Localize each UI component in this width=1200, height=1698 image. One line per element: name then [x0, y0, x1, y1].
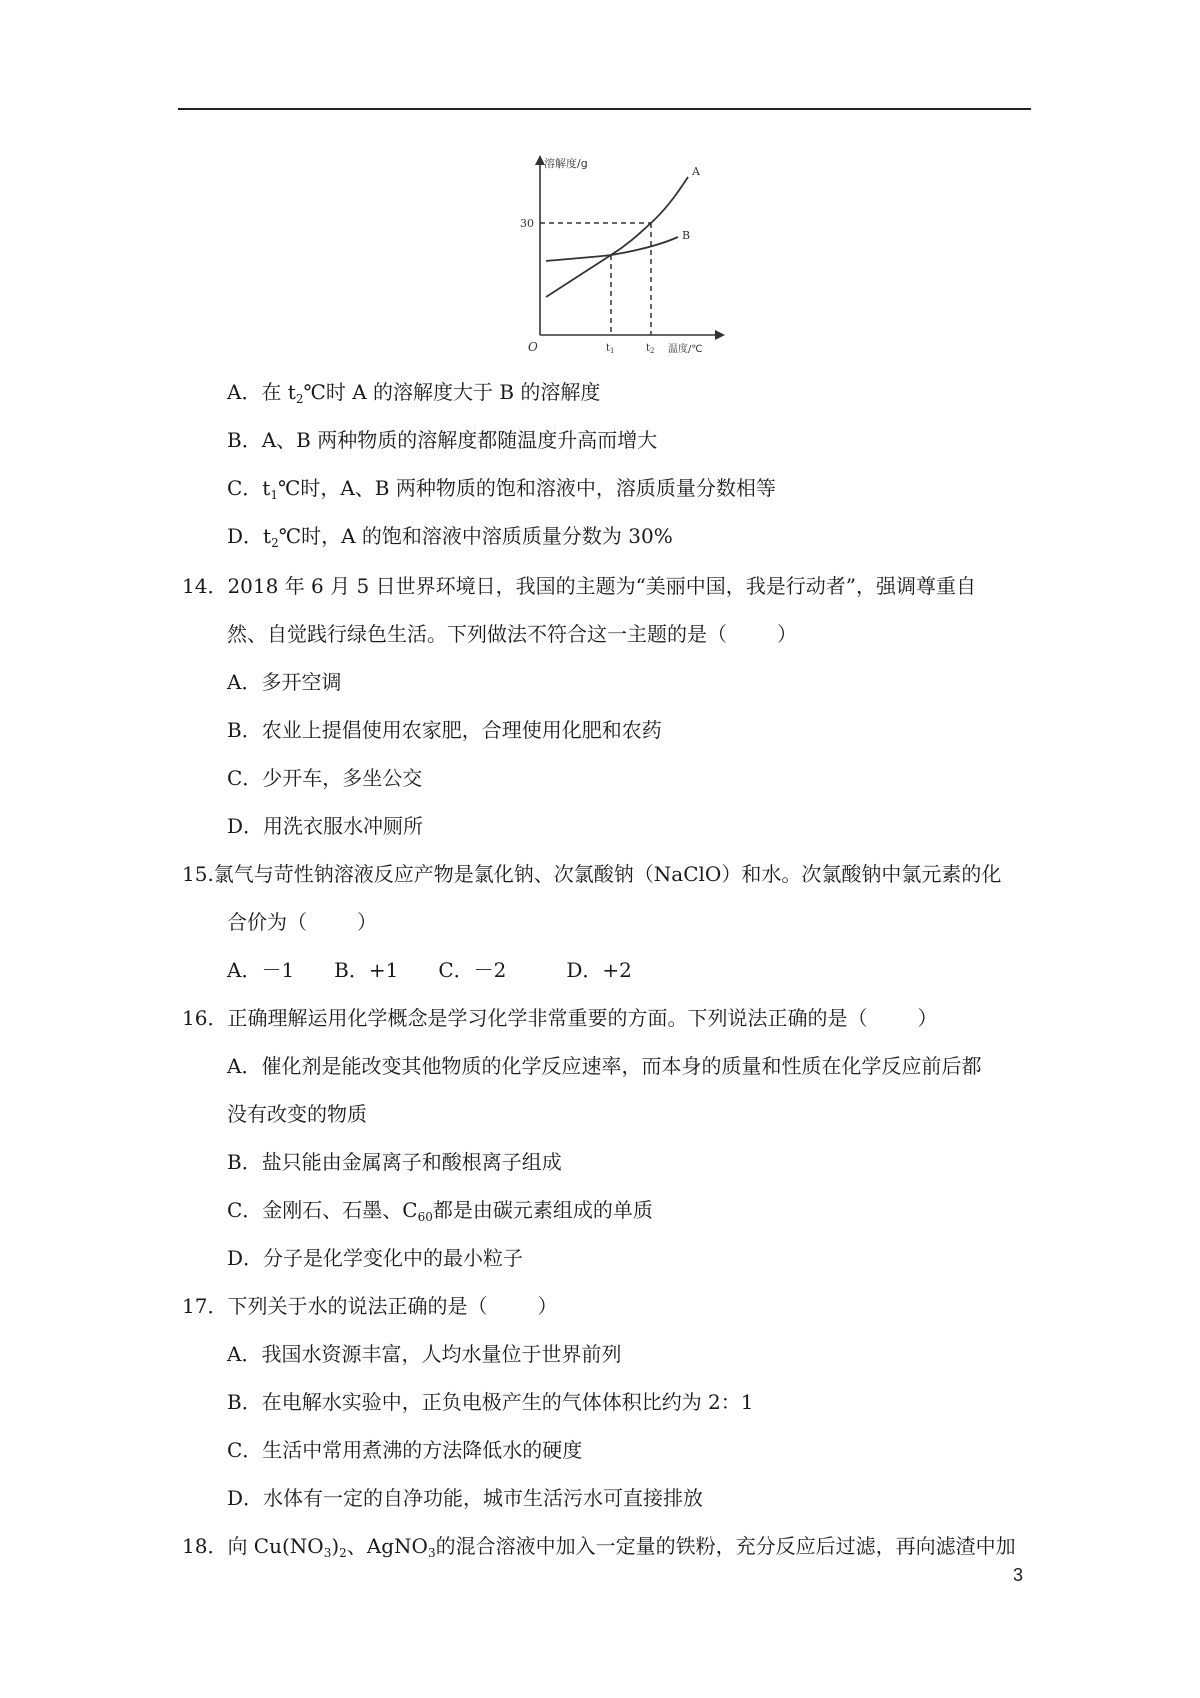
- curve-a-label: A: [692, 165, 700, 178]
- q13-option-a: A．在 $t_2℃$时 A 的溶解度大于 B 的溶解度: [227, 380, 601, 406]
- origin-label: O: [528, 340, 538, 354]
- q15-stem-line1: 15.氯气与苛性钠溶液反应产物是氯化钠、次氯酸钠（NaClO）和水。次氯酸钠中氯元素的化: [182, 862, 1002, 886]
- q16-stem: 16．正确理解运用化学概念是学习化学非常重要的方面。下列说法正确的是（ ）: [182, 1006, 938, 1030]
- q15-option-a: A．－1: [227, 958, 295, 982]
- q17-option-c: C．生活中常用煮沸的方法降低水的硬度: [227, 1438, 583, 1462]
- q16-option-d: D．分子是化学变化中的最小粒子: [227, 1246, 524, 1270]
- q15-options: [0, 956, 1200, 984]
- y-axis-label: 溶解度/g: [544, 157, 588, 170]
- x-axis-arrow: [715, 330, 725, 340]
- header-rule: [178, 108, 1031, 110]
- t2-label: $t_2$: [646, 343, 655, 355]
- q15-option-d: D．+2: [566, 958, 632, 982]
- q14-option-d: D．用洗衣服水冲厕所: [227, 814, 424, 838]
- t1-label: $t_1$: [606, 343, 615, 355]
- q14-option-c: C．少开车，多坐公交: [227, 766, 423, 790]
- q15-option-c: C．－2: [438, 958, 507, 982]
- q17-option-a: A．我国水资源丰富，人均水量位于世界前列: [227, 1342, 622, 1366]
- page-number: 3: [1013, 1565, 1024, 1585]
- q18-stem: 18．向 $Cu(NO_3)_2$、AgNO$_3$的混合溶液中加入一定量的铁粉，充分反应后过滤，再向滤渣中加: [182, 1534, 1016, 1560]
- q13-option-d: D．$t_2℃$时，A 的饱和溶液中溶质质量分数为 30%: [227, 524, 673, 550]
- curve-b: [546, 237, 678, 261]
- q17-option-b: B．在电解水实验中，正负电极产生的气体体积比约为 2：1: [227, 1390, 754, 1414]
- q17-option-d: D．水体有一定的自净功能，城市生活污水可直接排放: [227, 1486, 704, 1510]
- q16-option-b: B．盐只能由金属离子和酸根离子组成: [227, 1150, 562, 1174]
- solubility-figure: [510, 155, 735, 355]
- curve-a: [546, 177, 691, 297]
- curve-b-label: B: [682, 229, 691, 242]
- q13-option-b: B．A、B 两种物质的溶解度都随温度升高而增大: [227, 428, 658, 452]
- q14-option-b: B．农业上提倡使用农家肥，合理使用化肥和农药: [227, 718, 662, 742]
- x-axis-label: 温度/℃: [668, 344, 703, 355]
- q16-option-a-line2: 没有改变的物质: [227, 1102, 367, 1126]
- q15-option-b: B．+1: [334, 958, 399, 982]
- q14-stem-line2: 然、自觉践行绿色生活。下列做法不符合这一主题的是（ ）: [227, 622, 797, 646]
- y-tick-30: 30: [520, 217, 534, 230]
- q13-option-c: C．$t_1℃$时，A、B 两种物质的饱和溶液中，溶质质量分数相等: [227, 476, 776, 502]
- q14-stem-line1: 14．2018 年 6 月 5 日世界环境日，我国的主题为“美丽中国，我是行动者”，强调尊重自: [182, 574, 977, 598]
- q14-option-a: A．多开空调: [227, 670, 342, 694]
- q16-option-a-line1: A．催化剂是能改变其他物质的化学反应速率，而本身的质量和性质在化学反应前后都: [227, 1054, 982, 1078]
- q16-option-c: C．金刚石、石墨、$C_{60}$都是由碳元素组成的单质: [227, 1198, 653, 1224]
- q15-stem-line2: 合价为（ ）: [227, 910, 377, 934]
- q17-stem: 17．下列关于水的说法正确的是（ ）: [182, 1294, 558, 1318]
